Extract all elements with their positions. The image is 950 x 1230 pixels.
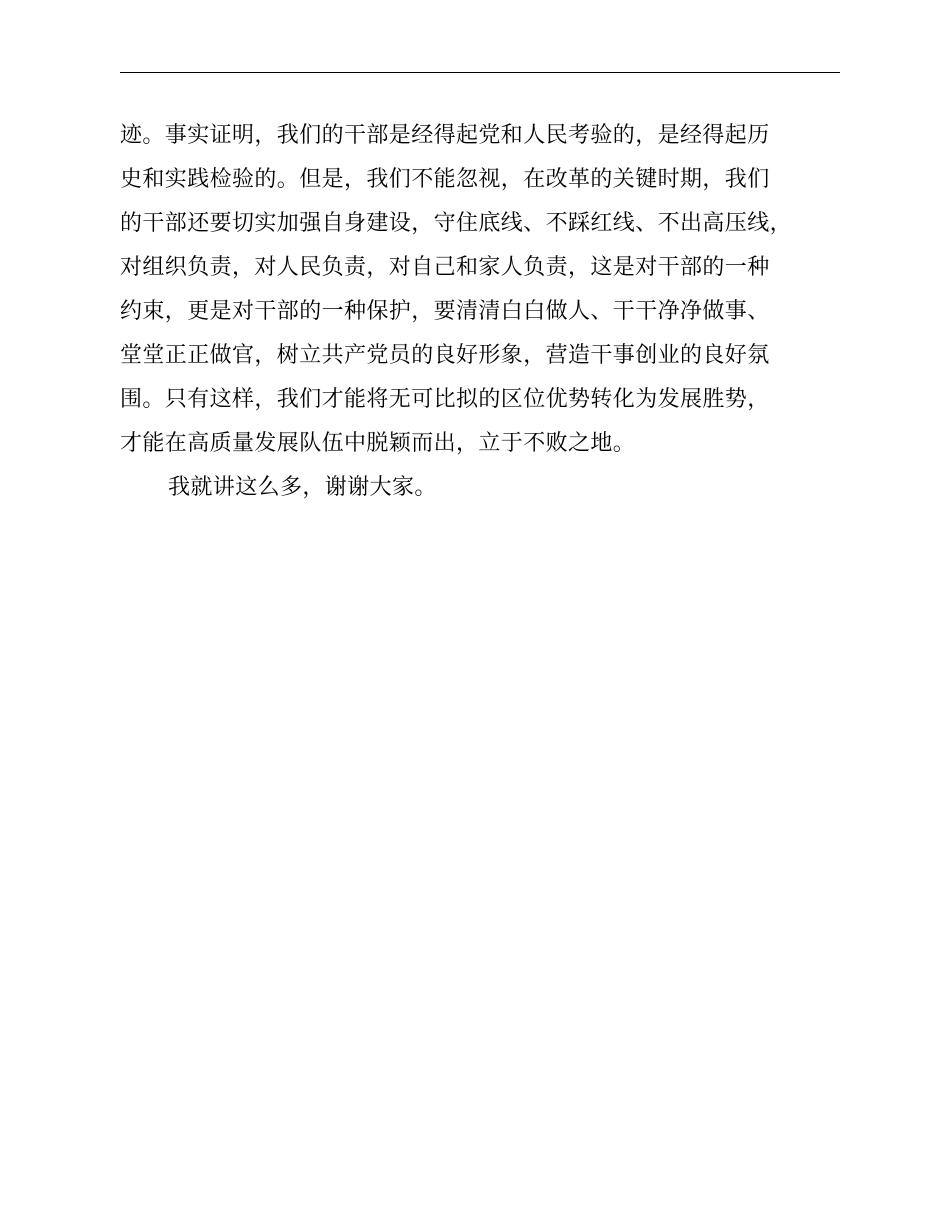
text-line: 围。只有这样，我们才能将无可比拟的区位优势转化为发展胜势，	[120, 387, 770, 412]
text-line: 史和实践检验的。但是，我们不能忽视，在改革的关键时期，我们	[120, 167, 770, 192]
text-line: 迹。事实证明，我们的干部是经得起党和人民考验的，是经得起历	[120, 123, 770, 148]
text-line: 的干部还要切实加强自身建设，守住底线、不踩红线、不出高压线，	[120, 211, 793, 236]
closing-remark: 我就讲这么多，谢谢大家。	[168, 475, 437, 500]
text-line: 堂堂正正做官，树立共产党员的良好形象，营造干事创业的良好氛	[120, 343, 770, 368]
header-rule	[120, 72, 840, 73]
body-paragraph	[120, 114, 880, 510]
text-line: 对组织负责，对人民负责，对自己和家人负责，这是对干部的一种	[120, 255, 770, 280]
text-line: 才能在高质量发展队伍中脱颖而出，立于不败之地。	[120, 431, 636, 456]
text-line: 约束，更是对干部的一种保护，要清清白白做人、干干净净做事、	[120, 299, 770, 324]
